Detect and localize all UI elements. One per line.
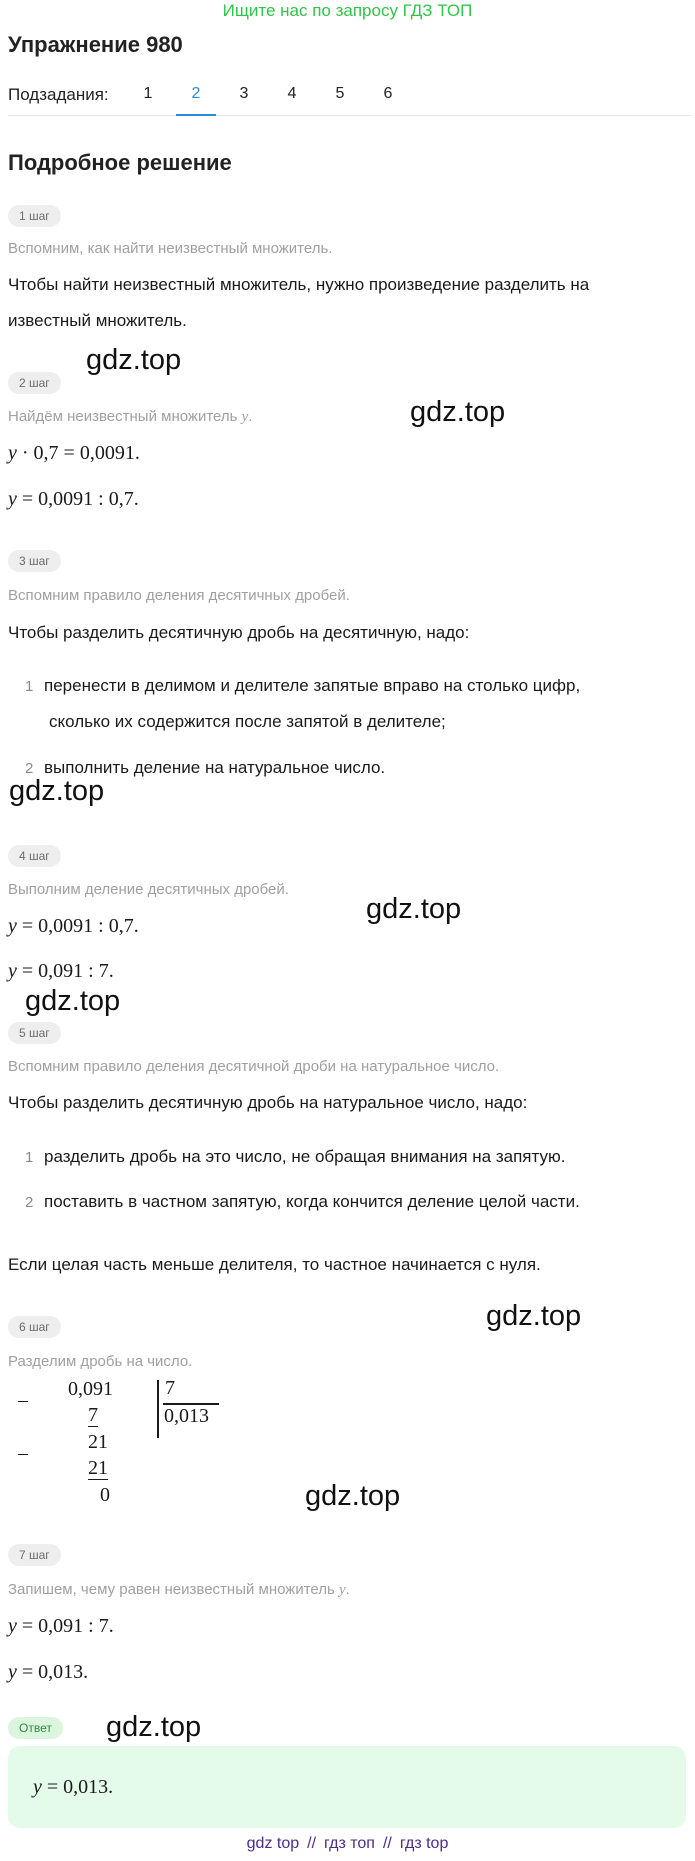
tab-subtask-1[interactable]: 1 xyxy=(143,85,153,102)
step-hint: Вспомним, как найти неизвестный множитель. xyxy=(8,240,333,257)
step-badge: 3 шаг xyxy=(8,550,61,572)
division-subtrahend: 7 xyxy=(88,1404,98,1426)
step-hint: Разделим дробь на число. xyxy=(8,1353,193,1370)
division-dividend: 0,091 xyxy=(68,1378,113,1400)
watermark: gdz.top xyxy=(486,1300,582,1332)
step-7 xyxy=(8,1544,61,1566)
tab-subtask-5[interactable]: 5 xyxy=(335,85,345,102)
list-number: 2 xyxy=(25,1194,34,1211)
step-badge: 2 шаг xyxy=(8,372,61,394)
footer-separator: // xyxy=(382,1835,392,1852)
step-hint: Запишем, чему равен неизвестный множитель y. xyxy=(8,1581,350,1598)
step-4 xyxy=(8,845,61,867)
footer-separator: // xyxy=(307,1835,317,1852)
solution-heading: Подробное решение xyxy=(8,150,232,175)
list-item: сколько их содержится после запятой в делителе; xyxy=(49,712,446,731)
list-item: разделить дробь на это число, не обращая внимания на запятую. xyxy=(44,1147,566,1166)
subtasks-nav xyxy=(8,80,691,116)
step-5 xyxy=(8,1022,61,1044)
answer-label xyxy=(8,1717,63,1739)
division-quotient: 0,013 xyxy=(164,1405,209,1427)
tab-subtask-2[interactable]: 2 xyxy=(176,85,216,116)
step-3 xyxy=(8,550,61,572)
step-badge: 6 шаг xyxy=(8,1316,61,1338)
answer-box xyxy=(8,1746,686,1828)
footer-links xyxy=(0,1835,695,1853)
division-minus: – xyxy=(18,1389,28,1411)
step-hint: Вспомним правило деления десятичных дробей. xyxy=(8,587,350,604)
equation: y = 0,013. xyxy=(8,1661,89,1683)
step-badge: 7 шаг xyxy=(8,1544,61,1566)
exercise-title: Упражнение 980 xyxy=(8,32,183,57)
step-text: Чтобы найти неизвестный множитель, нужно произведение разделить на xyxy=(8,275,590,294)
step-2 xyxy=(8,372,61,394)
step-text: Чтобы разделить десятичную дробь на натуральное число, надо: xyxy=(8,1093,528,1112)
list-number: 1 xyxy=(25,678,34,695)
step-1 xyxy=(8,205,61,227)
equation: y · 0,7 = 0,0091. xyxy=(8,442,140,464)
step-note: Если целая часть меньше делителя, то частное начинается с нуля. xyxy=(8,1255,541,1274)
equation: y = 0,091 : 7. xyxy=(8,1615,114,1637)
search-banner: Ищите нас по запросу ГДЗ ТОП xyxy=(222,1,473,20)
answer-equation: y = 0,013. xyxy=(33,1776,114,1798)
footer-link[interactable]: гдз топ xyxy=(324,1835,375,1852)
division-bar xyxy=(157,1380,159,1438)
footer-link[interactable]: gdz top xyxy=(246,1835,300,1852)
division-divisor: 7 xyxy=(165,1377,175,1399)
list-item: перенести в делимом и делителе запятые вправо на столько цифр, xyxy=(44,676,581,695)
division-remainder: 0 xyxy=(100,1484,110,1506)
list-item: выполнить деление на натуральное число. xyxy=(44,758,386,777)
answer-badge: Ответ xyxy=(8,1717,63,1739)
equation: y = 0,0091 : 0,7. xyxy=(8,915,139,937)
division-subtrahend: 21 xyxy=(88,1457,108,1479)
watermark: gdz.top xyxy=(305,1480,401,1512)
tab-subtask-3[interactable]: 3 xyxy=(239,85,249,102)
watermark: gdz.top xyxy=(366,893,462,925)
watermark: gdz.top xyxy=(106,1711,202,1743)
step-text: Чтобы разделить десятичную дробь на десятичную, надо: xyxy=(8,623,470,642)
step-hint: Найдём неизвестный множитель y. xyxy=(8,408,253,425)
list-item: поставить в частном запятую, когда кончится деление целой части. xyxy=(44,1192,580,1211)
division-minus: – xyxy=(18,1442,28,1464)
watermark: gdz.top xyxy=(86,344,182,376)
long-division xyxy=(0,1375,260,1510)
step-hint: Вспомним правило деления десятичной дроби на натуральное число. xyxy=(8,1058,500,1075)
watermark: gdz.top xyxy=(9,775,105,807)
step-hint: Выполним деление десятичных дробей. xyxy=(8,881,289,898)
step-6 xyxy=(8,1316,61,1338)
equation: y = 0,091 : 7. xyxy=(8,960,114,982)
division-remainder: 21 xyxy=(88,1431,108,1453)
footer-link[interactable]: гдз top xyxy=(399,1835,449,1852)
subtasks-label: Подзадания: xyxy=(8,85,109,104)
list-number: 1 xyxy=(25,1149,34,1166)
step-badge: 5 шаг xyxy=(8,1022,61,1044)
list-number: 2 xyxy=(25,760,34,777)
step-badge: 1 шаг xyxy=(8,205,61,227)
watermark: gdz.top xyxy=(410,396,506,428)
equation: y = 0,0091 : 0,7. xyxy=(8,488,139,510)
tab-subtask-4[interactable]: 4 xyxy=(287,85,297,102)
step-badge: 4 шаг xyxy=(8,845,61,867)
tab-subtask-6[interactable]: 6 xyxy=(383,85,393,102)
step-text: известный множитель. xyxy=(8,311,187,330)
watermark: gdz.top xyxy=(25,985,121,1017)
